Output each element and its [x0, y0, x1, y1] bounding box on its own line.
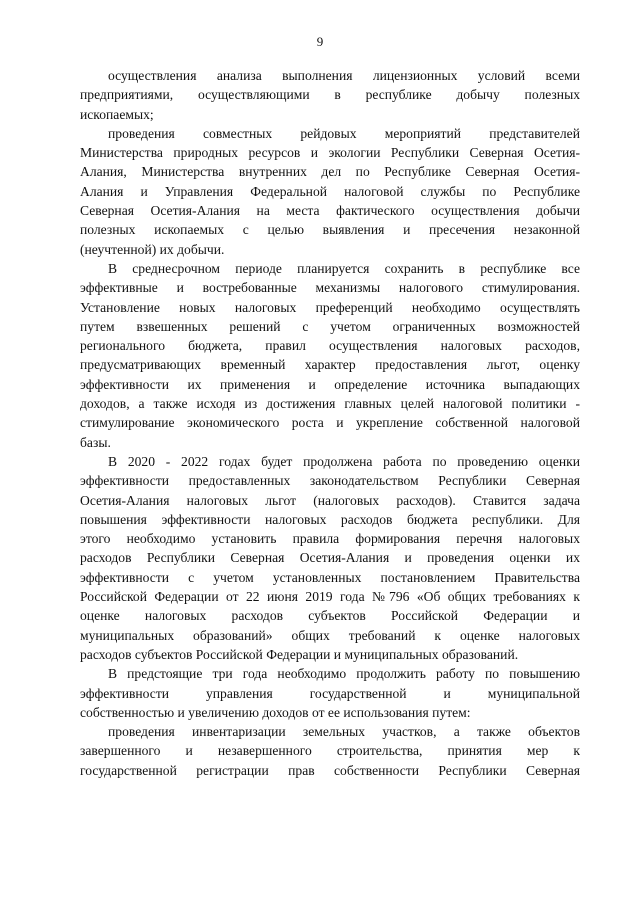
text-line: собственностью и увеличению доходов от ее использования путем:	[80, 704, 471, 720]
text-line: путем взвешенных решений с учетом ограниченных возможностей	[80, 318, 580, 334]
text-line: расходов Республики Северная Осетия-Алания и проведения оценки их	[80, 550, 580, 566]
text-line: Северная Осетия-Алания на места фактического осуществления добычи	[80, 203, 580, 219]
text-line: Российской Федерации от 22 июня 2019 года №796 «Об общих требованиях к	[80, 589, 580, 605]
text-line: эффективности управления государственной и муниципальной	[80, 685, 580, 701]
text-line: завершенного и незавершенного строительства, принятия мер к	[80, 743, 580, 759]
text-line: базы.	[80, 434, 111, 450]
text-line: Алания, Министерства внутренних дел по Республике Северная Осетия-	[80, 164, 580, 180]
text-line: ископаемых;	[80, 106, 154, 122]
text-line: повышения эффективности налоговых расходов бюджета республики. Для	[80, 511, 580, 527]
text-line: осуществления анализа выполнения лицензионных условий всеми	[108, 68, 580, 83]
text-line: Алания и Управления Федеральной налоговой службы по Республике	[80, 183, 580, 199]
text-line: В среднесрочном периоде планируется сохранить в республике все	[108, 260, 580, 276]
text-line: В 2020 - 2022 годах будет продолжена работа по проведению оценки	[108, 453, 580, 469]
document-body	[80, 66, 580, 780]
text-line: оценке налоговых расходов субъектов Российской Федерации и	[80, 608, 580, 624]
text-line: государственной регистрации прав собственности Республики Северная	[80, 762, 580, 778]
page-number: 9	[316, 34, 324, 49]
text-line: полезных ископаемых с целью выявления и пресечения незаконной	[80, 222, 580, 238]
paragraph-inventory	[80, 722, 580, 780]
paragraph-medium-term-period	[80, 259, 580, 452]
text-line: стимулирование экономического роста и укрепление собственной налоговой	[80, 415, 580, 431]
text-line: (неучтенной) их добычи.	[80, 241, 225, 257]
text-line: эффективности предоставленных законодательством Республики Северная	[80, 473, 580, 489]
text-line: В предстоящие три года необходимо продолжить работу по повышению	[108, 666, 580, 682]
text-line: этого необходимо установить правила формирования перечня налоговых	[80, 531, 580, 547]
text-line: Осетия-Алания налоговых льгот (налоговых расходов). Ставится задача	[80, 492, 580, 508]
paragraph-license-analysis	[80, 66, 580, 124]
text-line: проведения инвентаризации земельных участков, а также объектов	[108, 724, 580, 740]
text-line: доходов, а также исходя из достижения главных целей налоговой политики -	[80, 396, 580, 412]
text-line: проведения совместных рейдовых мероприятий представителей	[108, 125, 580, 141]
text-line: предусматривающих временный характер предоставления льгот, оценку	[80, 357, 580, 373]
text-line: регионального бюджета, правил осуществления налоговых расходов,	[80, 338, 580, 354]
text-line: эффективные и востребованные механизмы налогового стимулирования.	[80, 280, 580, 296]
text-line: предприятиями, осуществляющими в республике добычу полезных	[80, 87, 580, 103]
text-line: эффективности их применения и определение источника выпадающих	[80, 376, 580, 392]
text-line: Установление новых налоговых преференций необходимо осуществлять	[80, 299, 580, 315]
paragraph-tax-expenditure-evaluation	[80, 452, 580, 664]
text-line: расходов субъектов Российской Федерации и муниципальных образований.	[80, 646, 519, 662]
text-line: Министерства природных ресурсов и экологии Республики Северная Осетия-	[80, 145, 580, 161]
paragraph-joint-raids	[80, 124, 580, 259]
text-line: муниципальных образований» общих требований к оценке налоговых	[80, 627, 580, 643]
text-line: эффективности с учетом установленных постановлением Правительства	[80, 569, 580, 585]
paragraph-property-management	[80, 664, 580, 722]
